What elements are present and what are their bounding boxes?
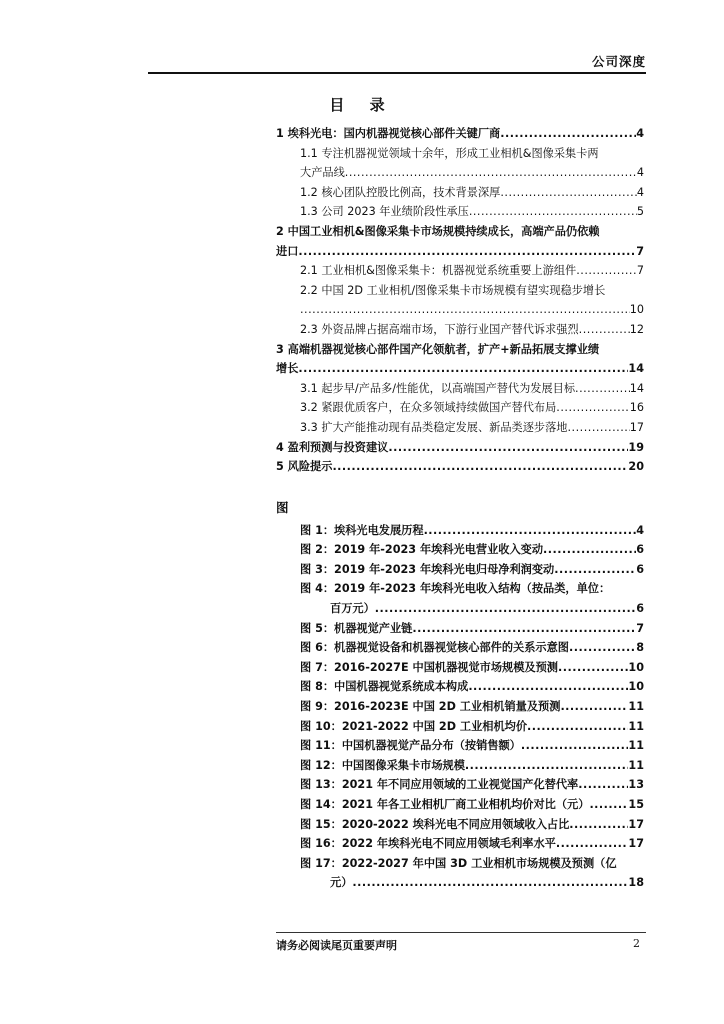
toc-entry-1[interactable]: 1 埃科光电：国内机器视觉核心部件关键厂商 ..... 4	[276, 124, 644, 144]
toc-entry-3-line1[interactable]: 3 高端机器视觉核心部件国产化领航者，扩产+新品拓展支撑业绩	[276, 342, 600, 356]
figure-entry-line1[interactable]: 图 4：2019 年-2023 年埃科光电收入结构（按品类，单位：	[300, 582, 611, 596]
toc-entry-1-1[interactable]: 大产品线 ..... 4	[276, 163, 644, 183]
toc-entry-2-2-line1[interactable]: 2.2 中国 2D 工业相机/图像采集卡市场规模有望实现稳步增长	[300, 283, 606, 297]
figure-entry[interactable]: 图 7：2016-2027E 中国机器视觉市场规模及预测 ..... 10	[276, 658, 644, 678]
figure-entry[interactable]: 图 9：2016-2023E 中国 2D 工业相机销量及预测 ..... 11	[276, 697, 644, 717]
figures-heading: 图	[276, 499, 289, 515]
figure-entry[interactable]: 图 8：中国机器视觉系统成本构成 ..... 10	[276, 677, 644, 697]
toc-entry-3-2[interactable]: 3.2 紧跟优质客户，在众多领域持续做国产替代布局 ..... 16	[276, 398, 644, 418]
toc-entry-2-1[interactable]: 2.1 工业相机&图像采集卡：机器视觉系统重要上游组件 ..... 7	[276, 261, 644, 281]
table-of-contents	[276, 124, 644, 893]
toc-entry-2[interactable]: 进口 ..... 7	[276, 242, 644, 262]
figure-entry[interactable]: 图 5：机器视觉产业链 ..... 7	[276, 619, 644, 639]
toc-entry-4[interactable]: 4 盈利预测与投资建议 ..... 19	[276, 438, 644, 458]
figure-entry[interactable]: 图 11：中国机器视觉产品分布（按销售额） ..... 11	[276, 736, 644, 756]
figure-entry[interactable]: 图 15：2020-2022 埃科光电不同应用领域收入占比 ..... 17	[276, 815, 644, 835]
toc-entry-2-3[interactable]: 2.3 外资品牌占据高端市场，下游行业国产替代诉求强烈 ..... 12	[276, 320, 644, 340]
figure-entry[interactable]: 图 10：2021-2022 中国 2D 工业相机均价 ..... 11	[276, 717, 644, 737]
figure-entry[interactable]: 图 12：中国图像采集卡市场规模 ..... 11	[276, 756, 644, 776]
figure-entry[interactable]: 百万元） ..... 6	[276, 599, 644, 619]
figure-entry[interactable]: 图 3：2019 年-2023 年埃科光电归母净利润变动 ..... 6	[276, 560, 644, 580]
figure-entry[interactable]: 图 6：机器视觉设备和机器视觉核心部件的关系示意图 ..... 8	[276, 638, 644, 658]
toc-entry-3[interactable]: 增长 ..... 14	[276, 359, 644, 379]
header-rule	[148, 72, 646, 74]
figure-entry[interactable]: 图 2：2019 年-2023 年埃科光电营业收入变动 ..... 6	[276, 540, 644, 560]
footer-disclaimer: 请务必阅读尾页重要声明	[276, 939, 397, 952]
toc-entry-1-3[interactable]: 1.3 公司 2023 年业绩阶段性承压 ..... 5	[276, 202, 644, 222]
footer-rule	[276, 932, 646, 933]
figure-entry[interactable]: 图 13：2021 年不同应用领域的工业视觉国产化替代率 ..... 13	[276, 775, 644, 795]
figure-entry-line1[interactable]: 图 17：2022-2027 年中国 3D 工业相机市场规模及预测（亿	[300, 856, 617, 870]
toc-entry-2-line1[interactable]: 2 中国工业相机&图像采集卡市场规模持续成长，高端产品仍依赖	[276, 224, 600, 238]
toc-entry-3-1[interactable]: 3.1 起步早/产品多/性能优，以高端国产替代为发展目标 ..... 14	[276, 379, 644, 399]
header-label: 公司深度	[591, 54, 646, 69]
toc-entry-3-3[interactable]: 3.3 扩大产能推动现有品类稳定发展、新品类逐步落地 ..... 17	[276, 418, 644, 438]
figure-entry[interactable]: 元） ..... 18	[276, 873, 644, 893]
figure-entry[interactable]: 图 1：埃科光电发展历程 ..... 4	[276, 521, 644, 541]
toc-entry-1-2[interactable]: 1.2 核心团队控股比例高，技术背景深厚 ..... 4	[276, 183, 644, 203]
figure-entry[interactable]: 图 14：2021 年各工业相机厂商工业相机均价对比（元） ..... 15	[276, 795, 644, 815]
toc-entry-1-1-line1[interactable]: 1.1 专注机器视觉领域十余年，形成工业相机&图像采集卡两	[300, 146, 599, 160]
page-number: 2	[633, 937, 640, 950]
toc-entry-5[interactable]: 5 风险提示 ..... 20	[276, 457, 644, 477]
toc-title: 目 录	[329, 96, 395, 114]
figure-entry[interactable]: 图 16：2022 年埃科光电不同应用领域毛利率水平 ..... 17	[276, 834, 644, 854]
toc-entry-2-2[interactable]: ..... 10	[276, 300, 644, 320]
